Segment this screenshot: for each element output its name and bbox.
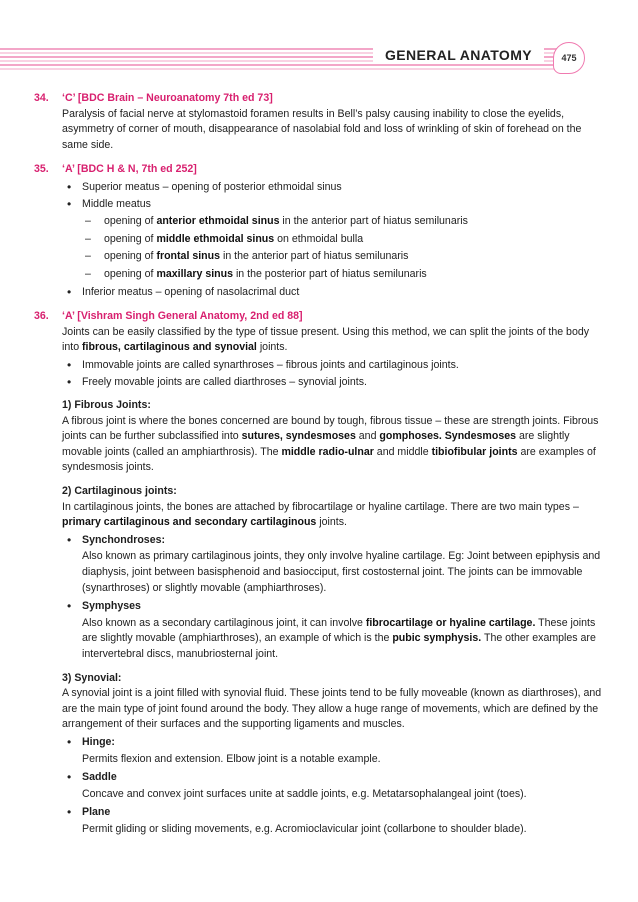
list-item: – opening of maxillary sinus in the posterior part of hiatus semilunaris bbox=[82, 267, 602, 283]
symphyses-text: Also known as a secondary cartilaginous joint, it can involve fibrocartilage or hyaline cartilage. These joints are slightly movable (amphiarthroses), an example of which is the pubic symphysis. The other examples are intervertebral discs, manubriosternal joint. bbox=[82, 616, 596, 660]
synovial-joints-text: A synovial joint is a joint filled with synovial fluid. These joints tend to be fully moveable (known as diarthroses), and are the main type of joint found around the body. They allow a huge range of movements, which are defined by the arrangement of their surfaces and the supporting ligaments and muscles. bbox=[62, 687, 602, 731]
synchondroses-text: Also known as primary cartilaginous joints, they only involve hyaline cartilage. Eg: Joint between epiphysis and diaphysis, joint between basisphenoid and basiocciput, first costosternal joint. The joints can be immovable (synarthroses) or slightly movable (amphiarthroses). bbox=[82, 550, 601, 594]
list-item: • Inferior meatus – opening of nasolacrimal duct bbox=[62, 285, 602, 301]
synovial-joints-title: 3) Synovial: bbox=[62, 671, 122, 684]
list-item bbox=[62, 805, 602, 837]
hinge-text: Permits flexion and extension. Elbow joint is a notable example. bbox=[82, 752, 381, 765]
page-content bbox=[34, 91, 602, 847]
list-item: – opening of anterior ethmoidal sinus in the anterior part of hiatus semilunaris bbox=[82, 214, 602, 230]
list-item: – opening of frontal sinus in the anterior part of hiatus semilunaris bbox=[82, 249, 602, 265]
answer-reference: ‘A’ [Vishram Singh General Anatomy, 2nd ed 88] bbox=[62, 310, 303, 323]
section-title: GENERAL ANATOMY bbox=[373, 47, 544, 63]
cartilaginous-joints-title: 2) Cartilaginous joints: bbox=[62, 485, 177, 498]
answer-34-text: Paralysis of facial nerve at stylomastoid foramen results in Bell’s palsy causing inability to close the eyelids, asymmetry of corner of mouth, disappearance of nasolabial fold and loss of wrinkling of skin of forehead on the same side. bbox=[62, 107, 582, 151]
list-item bbox=[62, 735, 602, 767]
middle-meatus-label: Middle meatus bbox=[82, 197, 151, 210]
fibrous-joints-text: A fibrous joint is where the bones concerned are bound by tough, fibrous tissue – these are strength joints. Fibrous joints can be further subclassified into sutures, syndesmoses and gomphoses. Syndesmoses are slightly movable joints (called an amphiarthrosis). The middle radio-ulnar and middle tibiofibular joints are examples of syndesmosis joints. bbox=[62, 414, 599, 474]
list-item bbox=[62, 770, 602, 802]
middle-meatus-openings bbox=[82, 214, 602, 282]
question-number: 34. bbox=[34, 92, 49, 104]
answer-34-head bbox=[34, 91, 602, 107]
page-header bbox=[0, 40, 638, 80]
answer-36 bbox=[34, 309, 602, 837]
answer-reference: ‘A’ [BDC H & N, 7th ed 252] bbox=[62, 163, 197, 176]
answer-34 bbox=[34, 91, 602, 153]
plane-text: Permit gliding or sliding movements, e.g. Acromioclavicular joint (collarbone to shoulder blade). bbox=[82, 822, 527, 835]
cartilaginous-types-list bbox=[62, 533, 602, 663]
synovial-types-list bbox=[62, 735, 602, 838]
list-item: – opening of middle ethmoidal sinus on ethmoidal bulla bbox=[82, 232, 602, 248]
answer-reference: ‘C’ [BDC Brain – Neuroanatomy 7th ed 73] bbox=[62, 92, 273, 104]
list-item: • Superior meatus – opening of posterior ethmoidal sinus bbox=[62, 180, 602, 196]
joints-intro: Joints can be easily classified by the type of tissue present. Using this method, we can split the joints of the body into fibrous, cartilaginous and synovial joints. bbox=[62, 325, 590, 354]
page-number: 475 bbox=[553, 42, 585, 74]
list-item bbox=[62, 197, 602, 283]
synchondroses-title: • Synchondroses: bbox=[82, 533, 166, 546]
question-number: 36. bbox=[34, 310, 49, 323]
hinge-title: • Hinge: bbox=[82, 735, 115, 748]
list-item bbox=[62, 599, 602, 662]
list-item: • Freely movable joints are called diarthroses – synovial joints. bbox=[62, 375, 602, 391]
answer-36-head bbox=[34, 309, 602, 325]
plane-title: • Plane bbox=[82, 806, 111, 819]
answer-35-head bbox=[34, 162, 602, 178]
list-item: • Immovable joints are called synarthroses – fibrous joints and cartilaginous joints. bbox=[62, 358, 602, 374]
saddle-title: • Saddle bbox=[82, 771, 117, 784]
question-number: 35. bbox=[34, 163, 49, 176]
list-item bbox=[62, 533, 602, 596]
saddle-text: Concave and convex joint surfaces unite at saddle joints, e.g. Metatarsophalangeal joint (toes). bbox=[82, 787, 527, 800]
cartilaginous-joints-text: In cartilaginous joints, the bones are attached by fibrocartilage or hyaline cartilage. There are two main types – primary cartilaginous and secondary cartilaginous joints. bbox=[62, 500, 579, 529]
answer-35 bbox=[34, 162, 602, 300]
symphyses-title: • Symphyses bbox=[82, 600, 141, 613]
joint-mobility-list bbox=[62, 358, 602, 390]
meatus-list bbox=[62, 180, 602, 300]
fibrous-joints-title: 1) Fibrous Joints: bbox=[62, 399, 151, 412]
